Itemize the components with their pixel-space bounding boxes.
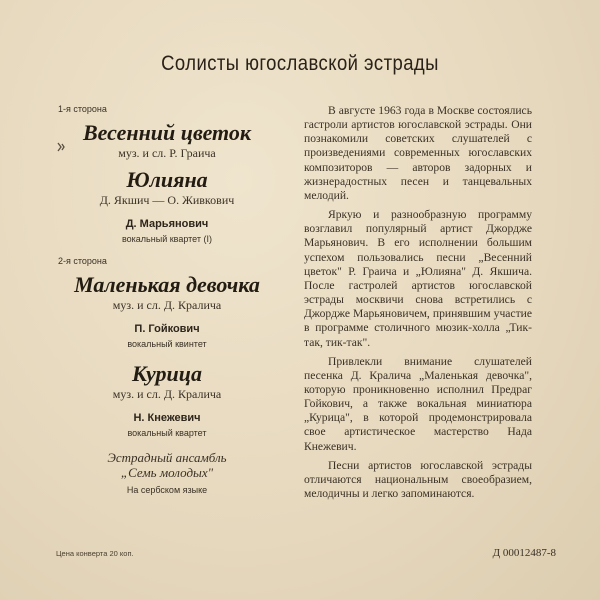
ensemble-line-2: „Семь молодых" — [120, 465, 214, 480]
liner-notes — [304, 104, 532, 506]
song-credit: муз. и сл. Д. Кралича — [112, 298, 222, 312]
side-2-label: 2-я сторона — [58, 256, 107, 266]
liner-paragraph: Привлекли внимание слушателей песенка Д. Кралича „Маленькая девочка", которую проникновенно исполнил Предраг Гойкович, а также вокальная миниатюра „Курица", в которой продемонстрировала свое артистическое мастерство Нада Кнежевич. — [304, 354, 532, 453]
liner-paragraph: В августе 1963 года в Москве состоялись гастроли артистов югославской эстрады. Они познакомили советских слушателей с произведениями современных югославских композиторов — авторов задорных и жизнерадостных песен и танцевальных мелодий. — [304, 104, 532, 202]
song-credit: Д. Якшич — О. Живкович — [99, 193, 235, 207]
catalog-number: Д 00012487-8 — [492, 547, 556, 559]
song-performer: Н. Кнежевич — [133, 412, 201, 424]
song-group: вокальный квартет — [127, 428, 207, 438]
song-title: Курица — [132, 361, 202, 386]
song-credit: муз. и сл. Р. Граича — [118, 146, 216, 160]
sleeve-price: Цена конверта 20 коп. — [56, 549, 134, 558]
song-title: Весенний цветок — [82, 120, 252, 145]
song-performer: П. Гойкович — [134, 323, 200, 335]
ensemble-line-1: Эстрадный ансамбль — [107, 450, 227, 465]
liner-paragraph: Песни артистов югославской эстрады отличаются национальным своеобразием, мелодичны и легко запоминаются. — [304, 458, 532, 501]
song-4 — [52, 361, 282, 495]
side-1-label: 1-я сторона — [58, 104, 107, 114]
song-1 — [52, 120, 282, 161]
song-title: Маленькая девочка — [74, 272, 260, 297]
song-credit: муз. и сл. Д. Кралича — [112, 387, 222, 401]
song-performer: Д. Марьянович — [125, 218, 209, 230]
language-note: На сербском языке — [126, 485, 208, 495]
liner-paragraph: Яркую и разнообразную программу возглавил популярный артист Джордже Марьянович. В его исполнении большим успехом пользовались песни „Весенний цветок" Р. Граича и „Юлияна" Д. Якшича. После гастролей артистов югославской эстрады москвичи снова встретились с Джордже Марьяновичем, принявшим участие в программе столичного мюзик-холла „Тик-так, тик-так". — [304, 208, 532, 349]
song-3 — [52, 272, 282, 351]
page-title: Солисты югославской эстрады — [161, 52, 439, 75]
song-title: Юлияна — [126, 167, 208, 192]
song-group: вокальный квинтет — [127, 339, 207, 349]
song-group: вокальный квартет (I) — [121, 234, 212, 244]
song-2 — [52, 167, 282, 246]
track-list — [52, 104, 292, 495]
